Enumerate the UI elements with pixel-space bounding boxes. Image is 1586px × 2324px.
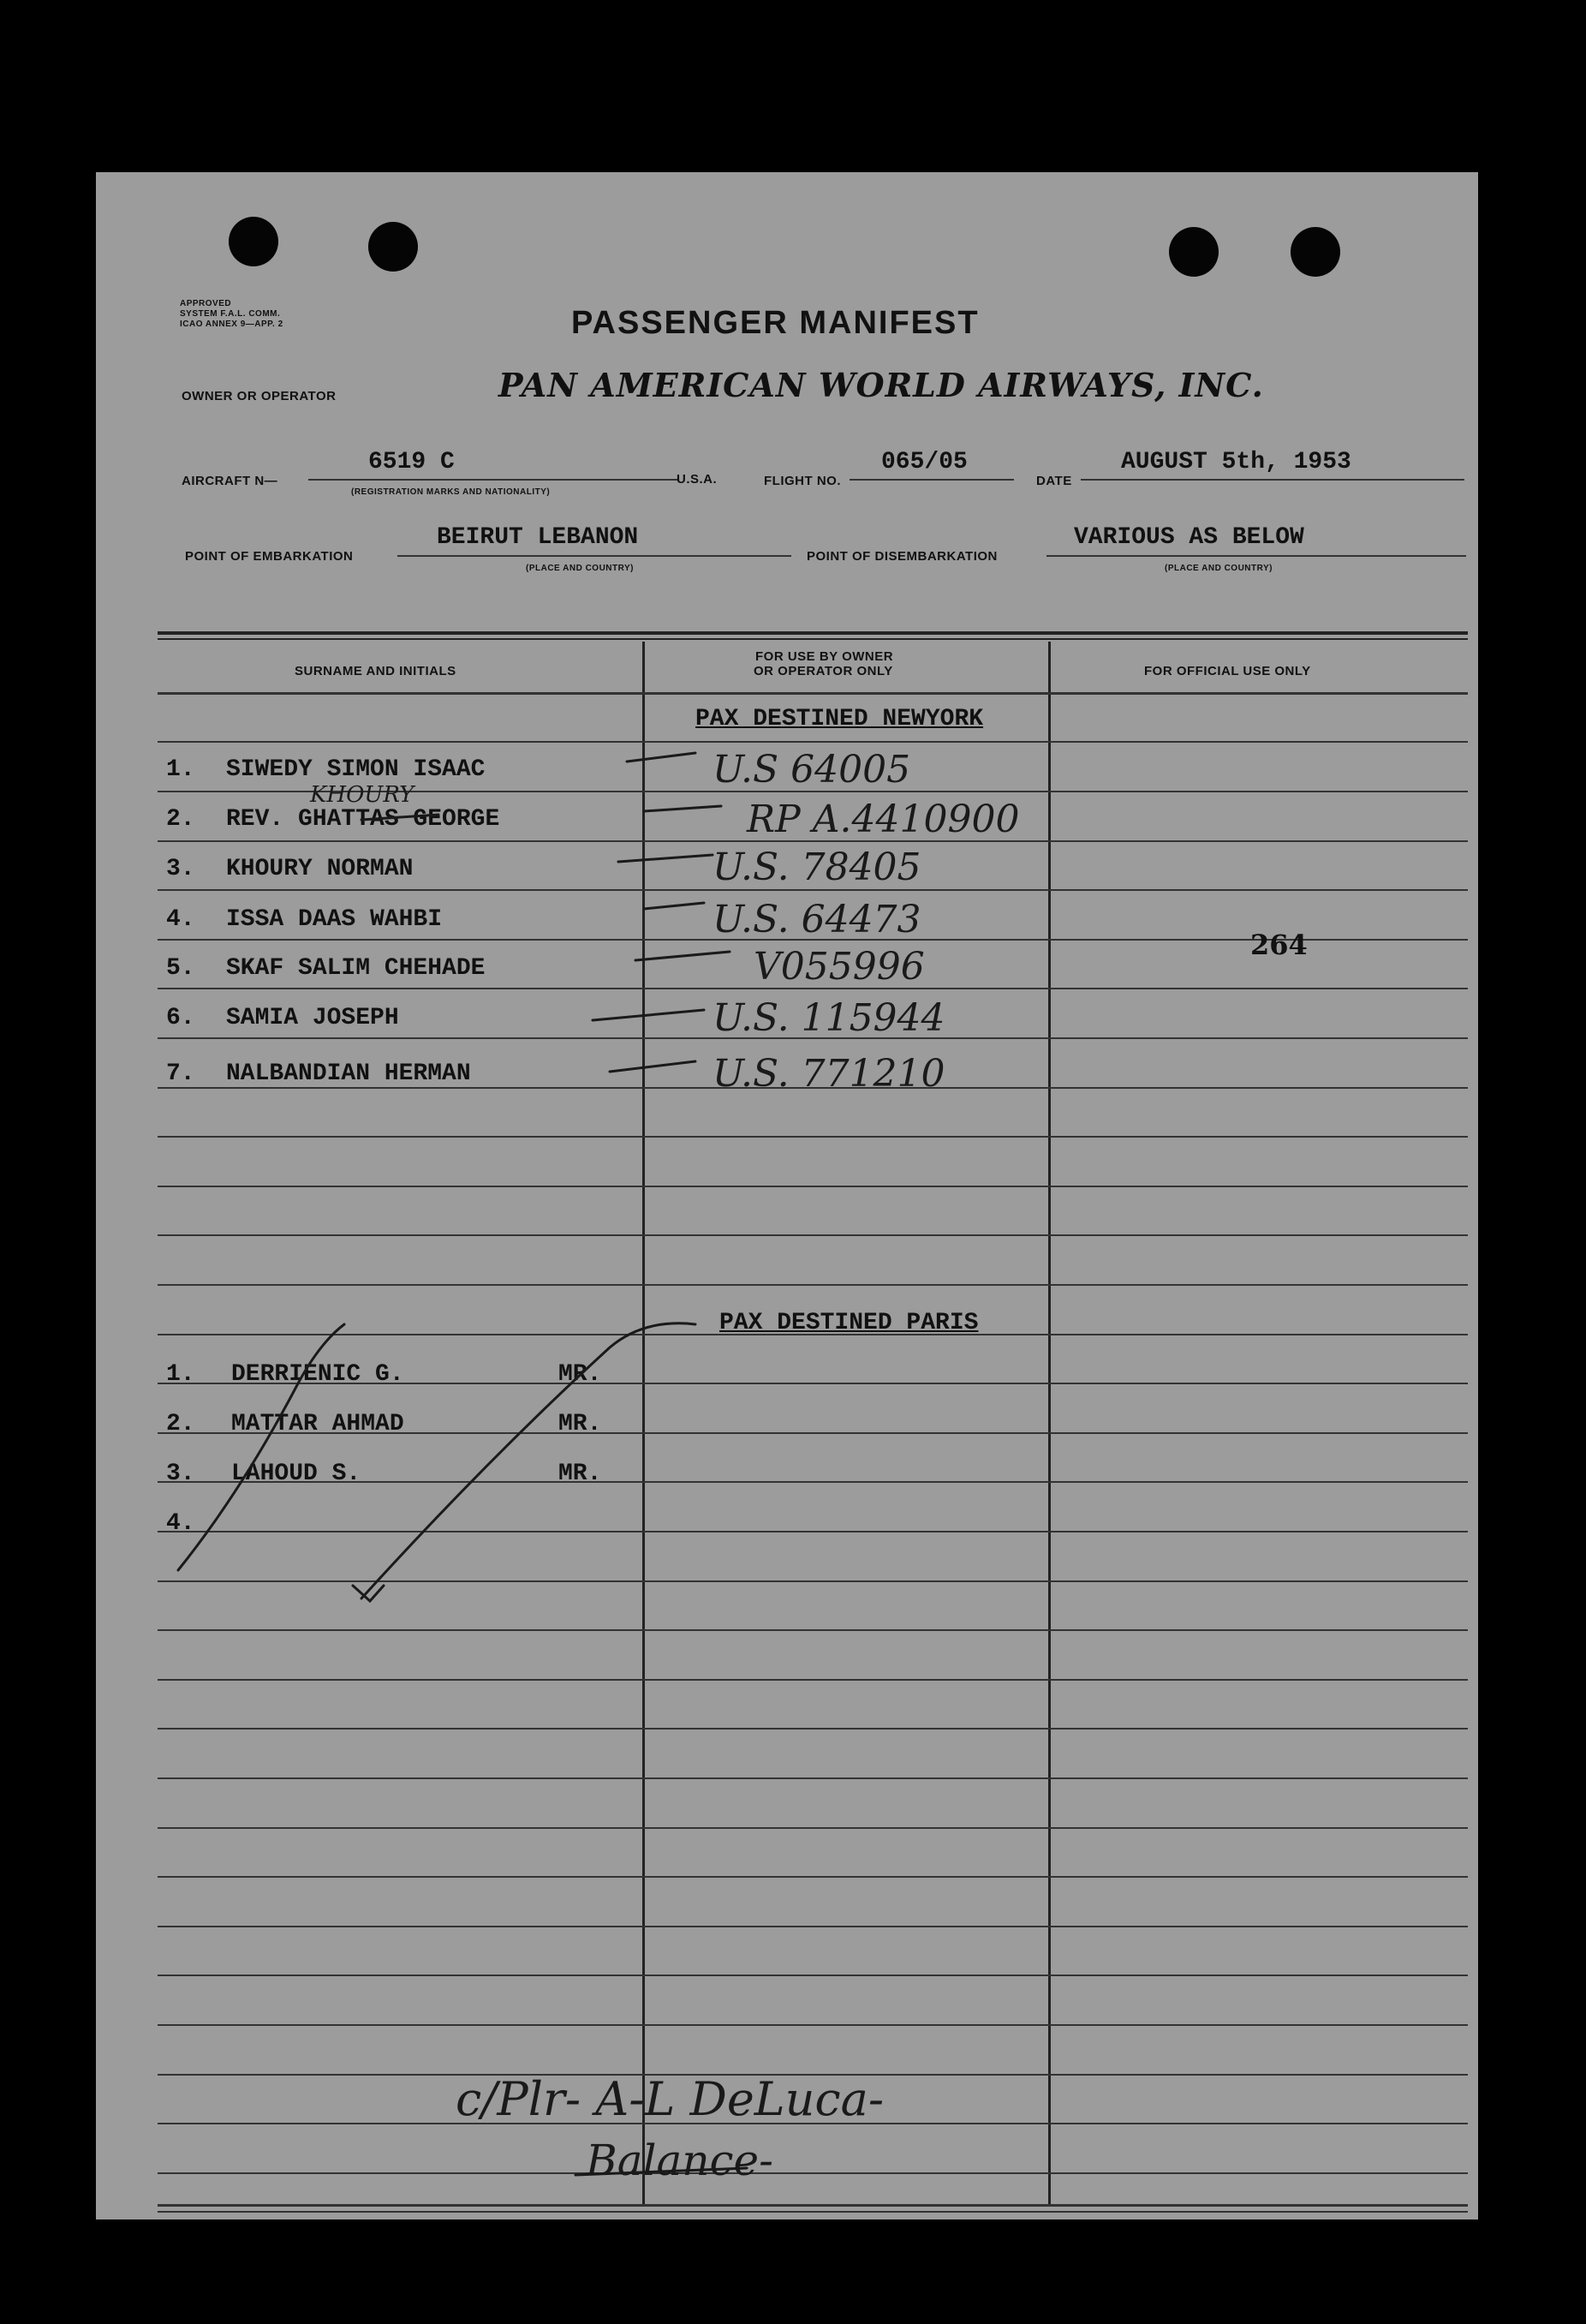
approval-line: SYSTEM F.A.L. COMM.: [180, 309, 281, 319]
passenger-name: SKAF SALIM CHEHADE: [226, 955, 486, 982]
aircraft-caption: (REGISTRATION MARKS AND NATIONALITY): [351, 487, 551, 497]
column-owner-header-2: OR OPERATOR ONLY: [754, 664, 893, 678]
disembark-label: POINT OF DISEMBARKATION: [807, 549, 998, 564]
row-number: 1.: [166, 1361, 195, 1388]
official-note: 264: [1250, 929, 1308, 961]
group-paris-heading: PAX DESTINED PARIS: [719, 1310, 979, 1336]
column-surname-header: SURNAME AND INITIALS: [295, 664, 456, 678]
passenger-title: MR.: [558, 1361, 602, 1388]
column-owner-header-1: FOR USE BY OWNER: [755, 649, 894, 664]
row-number: 7.: [166, 1060, 195, 1087]
checkmark: [627, 753, 695, 762]
passenger-name: ISSA DAAS WAHBI: [226, 906, 443, 933]
passenger-name: SIWEDY SIMON ISAAC: [226, 756, 486, 783]
passport-number: U.S. 64473: [713, 898, 921, 941]
row-number: 2.: [166, 1411, 195, 1437]
passport-number: U.S. 115944: [713, 996, 945, 1040]
handwritten-marks: [96, 172, 1478, 2219]
disembark-value: VARIOUS AS BELOW: [1074, 524, 1304, 551]
row-number: 2.: [166, 806, 195, 833]
embark-value: BEIRUT LEBANON: [437, 524, 639, 551]
approval-line: APPROVED: [180, 299, 232, 308]
passenger-name: DERRIENIC G.: [231, 1361, 404, 1388]
passenger-title: MR.: [558, 1461, 602, 1487]
checkmark: [593, 1010, 704, 1020]
row-number: 4.: [166, 1510, 195, 1537]
row-number: 6.: [166, 1005, 195, 1031]
passport-number: V055996: [754, 945, 925, 989]
passenger-name: KHOURY NORMAN: [226, 856, 414, 882]
row-number: 5.: [166, 955, 195, 982]
airline-name: PAN AMERICAN WORLD AIRWAYS, INC.: [498, 366, 1264, 404]
checkmark: [644, 806, 721, 811]
crossout-stroke: [178, 1324, 344, 1570]
aircraft-label: AIRCRAFT N—: [182, 474, 278, 488]
aircraft-value: 6519 C: [368, 449, 455, 475]
passenger-name: NALBANDIAN HERMAN: [226, 1060, 471, 1087]
owner-label: OWNER OR OPERATOR: [182, 389, 337, 403]
group-ny-heading: PAX DESTINED NEWYORK: [695, 706, 984, 732]
embark-label: POINT OF EMBARKATION: [185, 549, 354, 564]
balance-note: Balance-: [586, 2136, 774, 2185]
checkmark: [644, 903, 704, 909]
column-official-header: FOR OFFICIAL USE ONLY: [1144, 664, 1311, 678]
strikethrough: [361, 815, 438, 820]
passport-number: U.S 64005: [713, 748, 911, 792]
row-number: 4.: [166, 906, 195, 933]
row-number: 1.: [166, 756, 195, 783]
row-number: 3.: [166, 1461, 195, 1487]
passenger-name: LAHOUD S.: [231, 1461, 361, 1487]
date-value: AUGUST 5th, 1953: [1121, 449, 1351, 475]
disembark-caption: (PLACE AND COUNTRY): [1165, 564, 1273, 573]
approval-line: ICAO ANNEX 9—APP. 2: [180, 320, 283, 329]
passport-number: U.S. 771210: [713, 1052, 945, 1096]
flight-label: FLIGHT NO.: [764, 474, 841, 488]
name-correction: KHOURY: [310, 782, 414, 808]
form-title: PASSENGER MANIFEST: [571, 305, 980, 341]
passenger-name: REV. GHATTAS GEORGE: [226, 806, 500, 833]
signature: c/Plr- A-L DeLuca-: [456, 2072, 885, 2126]
checkmark: [618, 855, 713, 862]
row-number: 3.: [166, 856, 195, 882]
passport-number: U.S. 78405: [713, 845, 921, 889]
passenger-title: MR.: [558, 1411, 602, 1437]
country-label: U.S.A.: [677, 472, 718, 487]
checkmark: [635, 952, 730, 960]
flight-value: 065/05: [881, 449, 968, 475]
passport-number: RP A.4410900: [747, 798, 1020, 841]
manifest-sheet: [96, 172, 1478, 2219]
embark-caption: (PLACE AND COUNTRY): [526, 564, 634, 573]
crossout-stroke: [361, 1323, 695, 1598]
crossout-stroke: [353, 1586, 384, 1601]
passenger-name: MATTAR AHMAD: [231, 1411, 404, 1437]
checkmark: [610, 1061, 695, 1072]
date-label: DATE: [1036, 474, 1072, 488]
passenger-name: SAMIA JOSEPH: [226, 1005, 399, 1031]
